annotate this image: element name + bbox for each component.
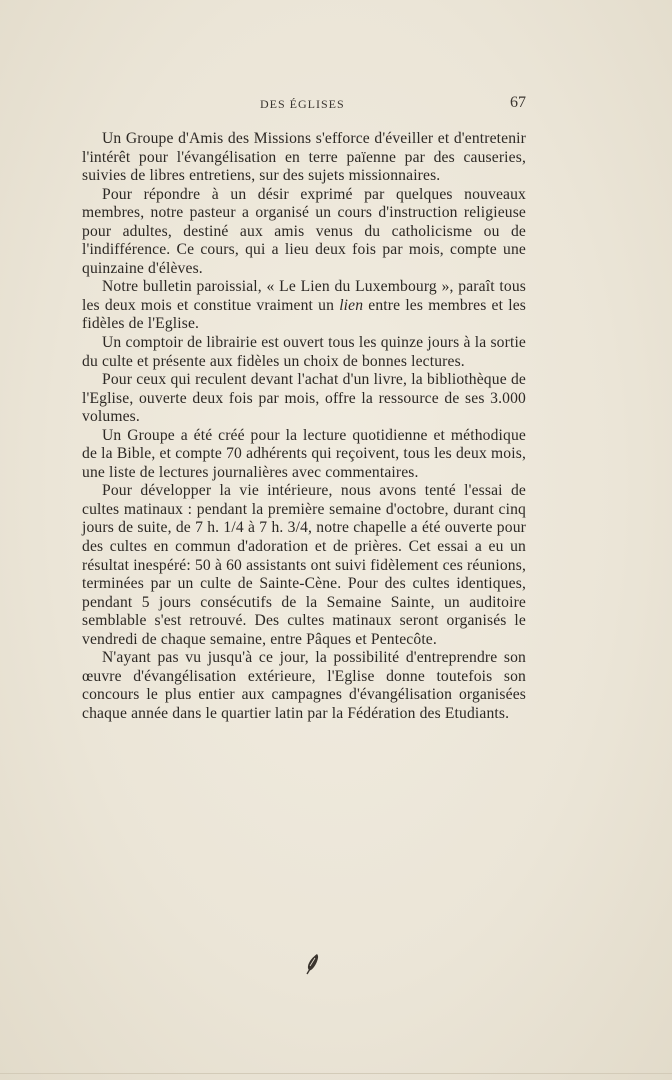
running-head (82, 94, 526, 117)
paragraph-evangelisation: N'ayant pas vu jusqu'à ce jour, la possibilité d'entreprendre son œuvre d'évangélisation extérieure, l'Eglise donne toutefois son concours le plus entier aux campagnes d'évangélisation organisées chaque année dans le quartier latin par la Fédération des Etudiants. (82, 649, 526, 722)
paragraph-bulletin (82, 278, 526, 334)
fleuron-ornament-icon (305, 953, 321, 975)
paragraph-morning-services: Pour développer la vie intérieure, nous avons tenté l'essai de cultes matinaux : pendant la première semaine d'octobre, durant cinq jours de suite, de 7 h. 1/4 à 7 h. 3/4, notre chapelle a été ouverte pour des cultes en commun d'adoration et de prières. Cet essai a eu un résultat inespéré: 50 à 60 assistants ont suivi fidèlement ces réunions, terminées par un culte de Sainte-Cène. Pour des cultes identiques, pendant 5 jours consécutifs de la Semaine Sainte, un auditoire semblable s'est retrouvé. Des cultes matinaux seront organisés le vendredi de chaque semaine, entre Pâques et Pentecôte. (82, 482, 526, 648)
bulletin-text-before: Notre bulletin paroissial, « Le Lien du Luxembourg », paraît tous les deux mois et constitue vraiment un (82, 278, 526, 314)
paragraph-instruction-course: Pour répondre à un désir exprimé par quelques nouveaux membres, notre pasteur a organisé un cours d'instruction religieuse pour adultes, destiné aux amis venus du catholicisme ou de l'indifférence. Ce cours, qui a lieu deux fois par mois, compte une quinzaine d'élèves. (82, 185, 526, 277)
paragraph-library: Pour ceux qui reculent devant l'achat d'un livre, la bibliothèque de l'Eglise, ouverte deux fois par mois, offre la ressource de ses 3.000 volumes. (82, 371, 526, 426)
paragraph-bookstore: Un comptoir de librairie est ouvert tous les quinze jours à la sortie du culte et présente aux fidèles un choix de bonnes lectures. (82, 334, 526, 370)
paragraph-missions: Un Groupe d'Amis des Missions s'efforce d'éveiller et d'entretenir l'intérêt pour l'évangélisation en terre païenne par des causeries, suivies de libres entretiens, sur des sujets missionnaires. (82, 130, 526, 185)
page-bottom-edge (0, 1073, 672, 1074)
paragraph-bible-group: Un Groupe a été créé pour la lecture quotidienne et méthodique de la Bible, et compte 70 adhérents qui reçoivent, tous les deux mois, une liste de lectures journalières avec commentaires. (82, 426, 526, 481)
running-title: DES ÉGLISES (260, 97, 345, 111)
page-number: 67 (510, 94, 526, 111)
body-text (82, 130, 526, 724)
bulletin-emphasis: lien (339, 296, 364, 314)
bulletin-text-after: entre les membres et les fidèles de l'Eglise. (82, 296, 527, 333)
